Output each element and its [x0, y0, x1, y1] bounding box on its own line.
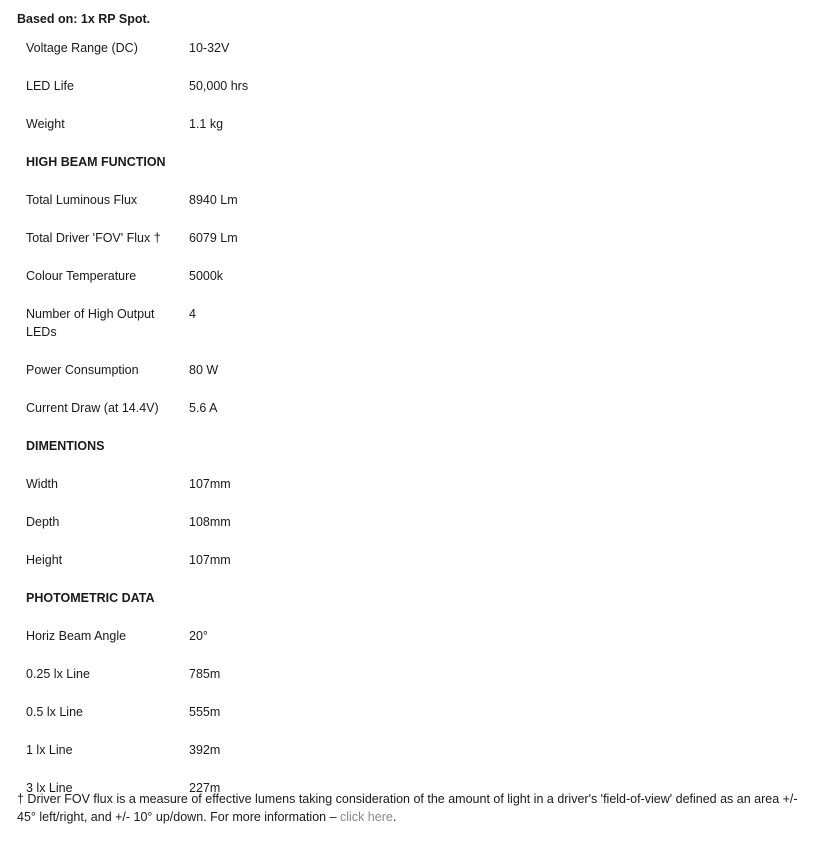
section-heading-spacer — [180, 427, 389, 465]
spec-label: Current Draw (at 14.4V) — [26, 401, 159, 415]
spec-label: 0.5 lx Line — [26, 705, 83, 719]
spec-label: LED Life — [26, 79, 74, 93]
spec-value: 107mm — [189, 553, 231, 567]
spec-label: Voltage Range (DC) — [26, 41, 138, 55]
spec-row — [17, 731, 389, 769]
spec-row — [17, 105, 389, 143]
spec-value: 80 W — [189, 363, 219, 377]
spec-row — [17, 219, 389, 257]
spec-value: 227m — [189, 781, 221, 795]
spec-label: 3 lx Line — [26, 781, 73, 795]
section-heading-spacer — [180, 579, 389, 617]
section-heading-spacer — [180, 143, 389, 181]
section-heading-dimentions: DIMENTIONS — [26, 439, 105, 453]
spec-label: Power Consumption — [26, 363, 139, 377]
spec-value: 10-32V — [189, 41, 230, 55]
spec-row — [17, 503, 389, 541]
spec-row — [17, 181, 389, 219]
spec-value: 108mm — [189, 515, 231, 529]
footnote-text: † Driver FOV flux is a measure of effective lumens taking consideration of the amount of light in a driver's 'field-of-view' defined as an area +/- 45° left/right, and +/- 10° up/down. For more information – — [17, 792, 798, 824]
spec-row — [17, 295, 389, 351]
spec-table — [17, 29, 389, 807]
spec-label: Colour Temperature — [26, 269, 137, 283]
spec-row — [17, 67, 389, 105]
spec-row — [17, 389, 389, 427]
spec-value: 1.1 kg — [189, 117, 224, 131]
spec-value: 6079 Lm — [189, 231, 238, 245]
section-heading-high-beam: HIGH BEAM FUNCTION — [26, 155, 166, 169]
spec-value: 5000k — [189, 269, 224, 283]
spec-label: Horiz Beam Angle — [26, 629, 127, 643]
section-heading-row — [17, 143, 389, 181]
spec-row — [17, 541, 389, 579]
spec-row — [17, 257, 389, 295]
spec-label: 0.25 lx Line — [26, 667, 90, 681]
spec-row — [17, 655, 389, 693]
spec-value: 8940 Lm — [189, 193, 238, 207]
spec-value: 20° — [189, 629, 208, 643]
spec-label: Total Driver 'FOV' Flux † — [26, 231, 161, 245]
spec-label: Height — [26, 553, 63, 567]
section-heading-row — [17, 579, 389, 617]
spec-value: 5.6 A — [189, 401, 218, 415]
spec-row — [17, 29, 389, 67]
spec-value: 4 — [189, 307, 196, 321]
spec-label: Weight — [26, 117, 65, 131]
spec-row — [17, 465, 389, 503]
based-on-heading: Based on: 1x RP Spot. — [17, 12, 151, 26]
footnote-tail: . — [392, 810, 397, 824]
spec-label: Depth — [26, 515, 60, 529]
spec-value: 555m — [189, 705, 221, 719]
spec-row — [17, 693, 389, 731]
spec-label: Number of High Output LEDs — [26, 307, 155, 339]
spec-label: Total Luminous Flux — [26, 193, 138, 207]
spec-label: Width — [26, 477, 58, 491]
spec-value: 392m — [189, 743, 221, 757]
section-heading-photometric: PHOTOMETRIC DATA — [26, 591, 155, 605]
spec-row — [17, 617, 389, 655]
spec-value: 107mm — [189, 477, 231, 491]
spec-value: 785m — [189, 667, 221, 681]
spec-label: 1 lx Line — [26, 743, 73, 757]
spec-value: 50,000 hrs — [189, 79, 249, 93]
click-here-link[interactable]: click here — [340, 810, 393, 824]
fov-footnote — [17, 790, 807, 826]
spec-row — [17, 351, 389, 389]
section-heading-row — [17, 427, 389, 465]
